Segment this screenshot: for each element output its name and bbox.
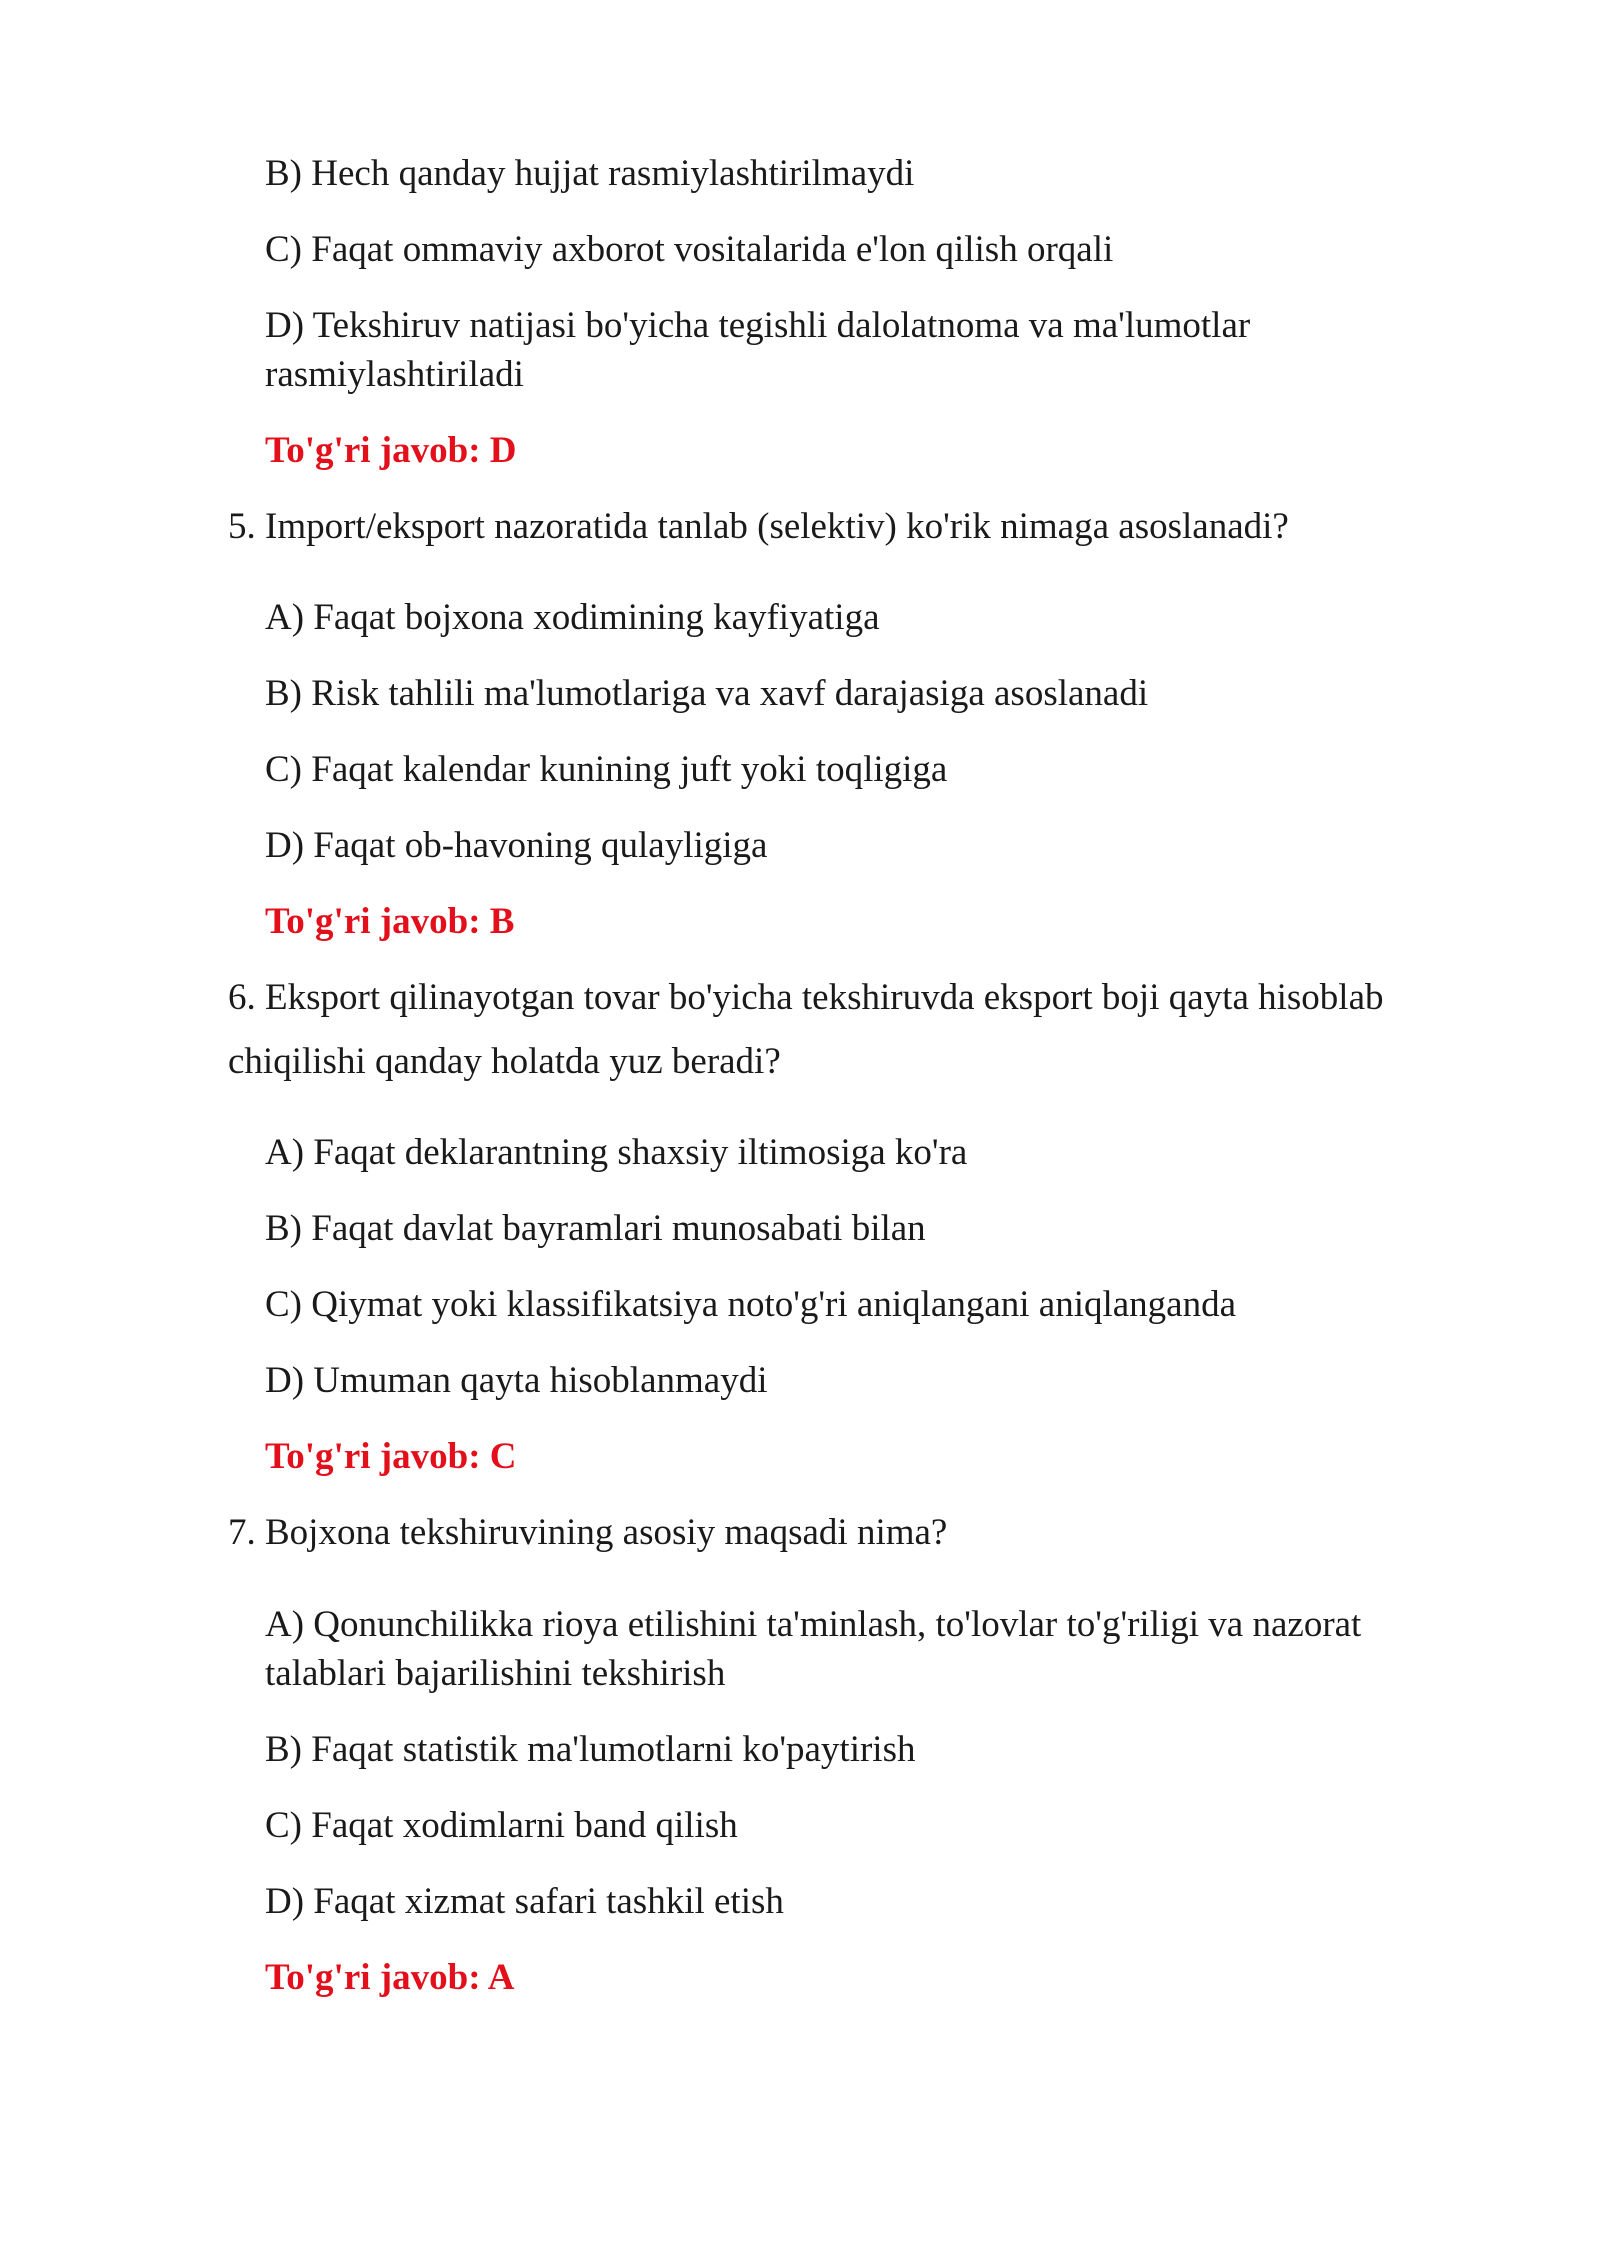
answer-6: To'g'ri javob: C: [265, 1436, 517, 1477]
option-7a: A) Qonunchilikka rioya etilishini ta'minlash, to'lovlar to'g'riligi va nazorat: [265, 1604, 1362, 1645]
answer-5: To'g'ri javob: B: [265, 901, 515, 942]
option-6c: C) Qiymat yoki klassifikatsiya noto'g'ri aniqlangani aniqlanganda: [265, 1284, 1237, 1325]
option-4b: B) Hech qanday hujjat rasmiylashtirilmaydi: [265, 153, 915, 194]
option-7a-cont: talablari bajarilishini tekshirish: [265, 1653, 726, 1694]
question-5: 5. Import/eksport nazoratida tanlab (selektiv) ko'rik nimaga asoslanadi?: [228, 506, 1289, 547]
option-6d: D) Umuman qayta hisoblanmaydi: [265, 1360, 768, 1401]
option-7d: D) Faqat xizmat safari tashkil etish: [265, 1881, 784, 1922]
question-7: 7. Bojxona tekshiruvining asosiy maqsadi nima?: [228, 1512, 948, 1553]
question-6: 6. Eksport qilinayotgan tovar bo'yicha tekshiruvda eksport boji qayta hisoblab: [228, 977, 1384, 1018]
option-7c: C) Faqat xodimlarni band qilish: [265, 1805, 738, 1846]
option-4d: D) Tekshiruv natijasi bo'yicha tegishli dalolatnoma va ma'lumotlar: [265, 305, 1251, 346]
option-6a: A) Faqat deklarantning shaxsiy iltimosiga ko'ra: [265, 1132, 968, 1173]
option-5c: C) Faqat kalendar kunining juft yoki toqligiga: [265, 749, 948, 790]
option-5b: B) Risk tahlili ma'lumotlariga va xavf darajasiga asoslanadi: [265, 673, 1149, 714]
answer-7: To'g'ri javob: A: [265, 1957, 515, 1998]
answer-4: To'g'ri javob: D: [265, 430, 517, 471]
option-6b: B) Faqat davlat bayramlari munosabati bilan: [265, 1208, 926, 1249]
option-4d-cont: rasmiylashtiriladi: [265, 354, 524, 395]
option-5a: A) Faqat bojxona xodimining kayfiyatiga: [265, 597, 880, 638]
option-4c: C) Faqat ommaviy axborot vositalarida e'lon qilish orqali: [265, 229, 1114, 270]
question-6-cont: chiqilishi qanday holatda yuz beradi?: [228, 1041, 781, 1082]
option-7b: B) Faqat statistik ma'lumotlarni ko'paytirish: [265, 1729, 916, 1770]
option-5d: D) Faqat ob-havoning qulayligiga: [265, 825, 768, 866]
